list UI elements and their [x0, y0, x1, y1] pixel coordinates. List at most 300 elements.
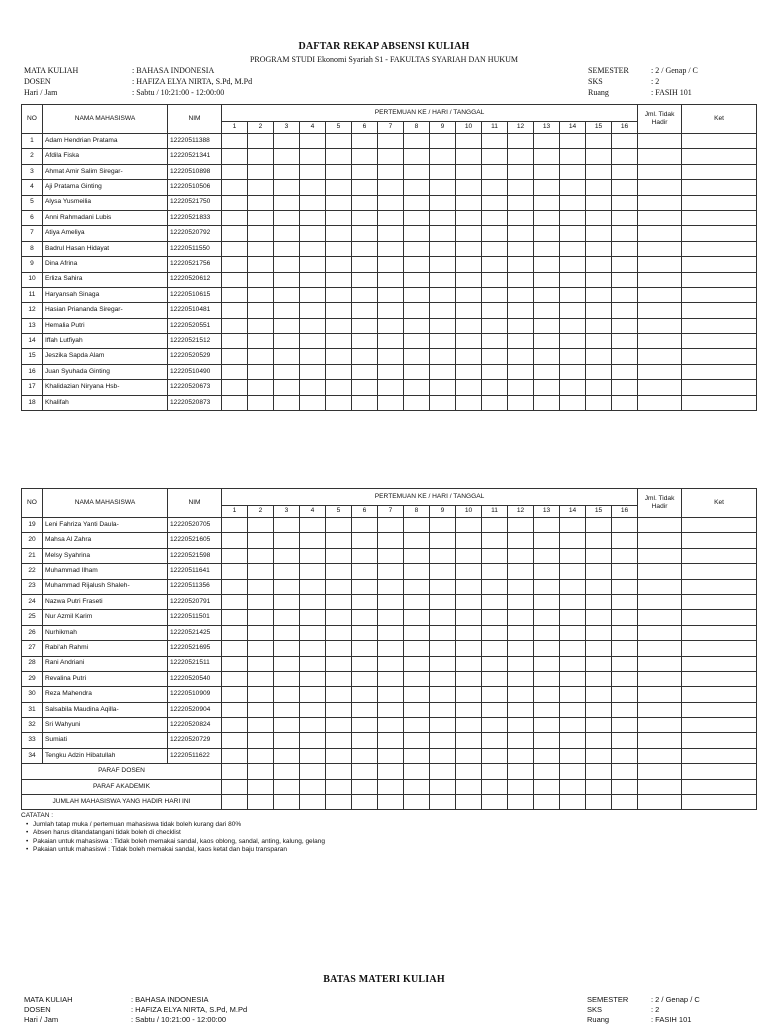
- attendance-cell[interactable]: [482, 687, 508, 702]
- signature-cell[interactable]: [352, 779, 378, 794]
- attendance-cell[interactable]: [300, 241, 326, 256]
- attendance-cell[interactable]: [352, 533, 378, 548]
- attendance-cell[interactable]: [222, 303, 248, 318]
- signature-cell[interactable]: [248, 779, 274, 794]
- attendance-cell[interactable]: [404, 748, 430, 763]
- attendance-cell[interactable]: [560, 364, 586, 379]
- attendance-cell[interactable]: [378, 210, 404, 225]
- signature-cell[interactable]: [456, 795, 482, 810]
- attendance-cell[interactable]: [300, 210, 326, 225]
- attendance-cell[interactable]: [326, 518, 352, 533]
- attendance-cell[interactable]: [560, 195, 586, 210]
- attendance-cell[interactable]: [274, 349, 300, 364]
- attendance-cell[interactable]: [534, 241, 560, 256]
- attendance-cell[interactable]: [404, 656, 430, 671]
- attendance-cell[interactable]: [222, 210, 248, 225]
- signature-cell[interactable]: [300, 764, 326, 779]
- attendance-cell[interactable]: [456, 241, 482, 256]
- signature-cell[interactable]: [274, 779, 300, 794]
- attendance-cell[interactable]: [482, 134, 508, 149]
- attendance-cell[interactable]: [508, 518, 534, 533]
- attendance-cell[interactable]: [456, 364, 482, 379]
- attendance-cell[interactable]: [404, 257, 430, 272]
- attendance-cell[interactable]: [560, 318, 586, 333]
- signature-cell[interactable]: [534, 779, 560, 794]
- signature-cell[interactable]: [352, 764, 378, 779]
- attendance-cell[interactable]: [430, 287, 456, 302]
- attendance-cell[interactable]: [326, 318, 352, 333]
- attendance-cell[interactable]: [300, 656, 326, 671]
- attendance-cell[interactable]: [274, 334, 300, 349]
- ket-cell[interactable]: [682, 687, 757, 702]
- attendance-cell[interactable]: [456, 134, 482, 149]
- attendance-cell[interactable]: [482, 257, 508, 272]
- attendance-cell[interactable]: [274, 149, 300, 164]
- attendance-cell[interactable]: [326, 641, 352, 656]
- attendance-cell[interactable]: [248, 226, 274, 241]
- attendance-cell[interactable]: [300, 334, 326, 349]
- signature-cell[interactable]: [482, 795, 508, 810]
- attendance-cell[interactable]: [456, 733, 482, 748]
- attendance-cell[interactable]: [456, 334, 482, 349]
- jml-tidak-hadir-cell[interactable]: [638, 149, 682, 164]
- attendance-cell[interactable]: [612, 564, 638, 579]
- attendance-cell[interactable]: [378, 518, 404, 533]
- ket-cell[interactable]: [682, 641, 757, 656]
- attendance-cell[interactable]: [274, 641, 300, 656]
- attendance-cell[interactable]: [274, 241, 300, 256]
- signature-cell[interactable]: [534, 795, 560, 810]
- attendance-cell[interactable]: [248, 195, 274, 210]
- signature-cell[interactable]: [222, 795, 248, 810]
- attendance-cell[interactable]: [378, 533, 404, 548]
- attendance-cell[interactable]: [352, 579, 378, 594]
- attendance-cell[interactable]: [456, 702, 482, 717]
- attendance-cell[interactable]: [612, 548, 638, 563]
- ket-cell[interactable]: [682, 195, 757, 210]
- attendance-cell[interactable]: [612, 134, 638, 149]
- attendance-cell[interactable]: [248, 702, 274, 717]
- jml-tidak-hadir-cell[interactable]: [638, 349, 682, 364]
- attendance-cell[interactable]: [326, 195, 352, 210]
- ket-cell[interactable]: [682, 718, 757, 733]
- attendance-cell[interactable]: [430, 518, 456, 533]
- attendance-cell[interactable]: [222, 748, 248, 763]
- attendance-cell[interactable]: [586, 380, 612, 395]
- attendance-cell[interactable]: [482, 656, 508, 671]
- attendance-cell[interactable]: [352, 687, 378, 702]
- attendance-cell[interactable]: [222, 395, 248, 410]
- attendance-cell[interactable]: [222, 241, 248, 256]
- attendance-cell[interactable]: [378, 395, 404, 410]
- attendance-cell[interactable]: [404, 564, 430, 579]
- attendance-cell[interactable]: [352, 718, 378, 733]
- attendance-cell[interactable]: [378, 641, 404, 656]
- jml-tidak-hadir-cell[interactable]: [638, 748, 682, 763]
- attendance-cell[interactable]: [534, 164, 560, 179]
- attendance-cell[interactable]: [456, 594, 482, 609]
- attendance-cell[interactable]: [612, 671, 638, 686]
- jml-tidak-hadir-cell[interactable]: [638, 226, 682, 241]
- signature-cell[interactable]: [378, 795, 404, 810]
- attendance-cell[interactable]: [274, 303, 300, 318]
- attendance-cell[interactable]: [404, 687, 430, 702]
- attendance-cell[interactable]: [508, 149, 534, 164]
- attendance-cell[interactable]: [248, 579, 274, 594]
- ket-cell[interactable]: [682, 226, 757, 241]
- signature-cell[interactable]: [222, 779, 248, 794]
- ket-cell[interactable]: [682, 318, 757, 333]
- attendance-cell[interactable]: [482, 287, 508, 302]
- attendance-cell[interactable]: [248, 303, 274, 318]
- signature-cell[interactable]: [274, 764, 300, 779]
- attendance-cell[interactable]: [430, 349, 456, 364]
- attendance-cell[interactable]: [352, 349, 378, 364]
- attendance-cell[interactable]: [378, 733, 404, 748]
- attendance-cell[interactable]: [482, 272, 508, 287]
- attendance-cell[interactable]: [300, 180, 326, 195]
- jml-tidak-hadir-cell[interactable]: [638, 195, 682, 210]
- attendance-cell[interactable]: [612, 625, 638, 640]
- attendance-cell[interactable]: [352, 226, 378, 241]
- attendance-cell[interactable]: [378, 334, 404, 349]
- attendance-cell[interactable]: [222, 318, 248, 333]
- attendance-cell[interactable]: [378, 257, 404, 272]
- attendance-cell[interactable]: [352, 287, 378, 302]
- attendance-cell[interactable]: [404, 134, 430, 149]
- attendance-cell[interactable]: [248, 671, 274, 686]
- signature-cell[interactable]: [326, 795, 352, 810]
- attendance-cell[interactable]: [300, 364, 326, 379]
- attendance-cell[interactable]: [508, 733, 534, 748]
- attendance-cell[interactable]: [300, 733, 326, 748]
- ket-cell[interactable]: [682, 671, 757, 686]
- attendance-cell[interactable]: [586, 318, 612, 333]
- attendance-cell[interactable]: [586, 533, 612, 548]
- attendance-cell[interactable]: [326, 241, 352, 256]
- attendance-cell[interactable]: [300, 579, 326, 594]
- attendance-cell[interactable]: [586, 287, 612, 302]
- attendance-cell[interactable]: [248, 594, 274, 609]
- jml-tidak-hadir-cell[interactable]: [638, 610, 682, 625]
- attendance-cell[interactable]: [508, 241, 534, 256]
- jml-tidak-hadir-cell[interactable]: [638, 594, 682, 609]
- ket-cell[interactable]: [682, 164, 757, 179]
- jml-tidak-hadir-cell[interactable]: [638, 257, 682, 272]
- ket-cell[interactable]: [682, 533, 757, 548]
- attendance-cell[interactable]: [326, 579, 352, 594]
- attendance-cell[interactable]: [456, 671, 482, 686]
- attendance-cell[interactable]: [248, 149, 274, 164]
- attendance-cell[interactable]: [378, 579, 404, 594]
- attendance-cell[interactable]: [508, 533, 534, 548]
- attendance-cell[interactable]: [378, 548, 404, 563]
- attendance-cell[interactable]: [222, 134, 248, 149]
- attendance-cell[interactable]: [508, 226, 534, 241]
- attendance-cell[interactable]: [586, 210, 612, 225]
- attendance-cell[interactable]: [352, 241, 378, 256]
- attendance-cell[interactable]: [404, 272, 430, 287]
- attendance-cell[interactable]: [352, 641, 378, 656]
- attendance-cell[interactable]: [352, 257, 378, 272]
- attendance-cell[interactable]: [326, 272, 352, 287]
- attendance-cell[interactable]: [508, 564, 534, 579]
- attendance-cell[interactable]: [378, 349, 404, 364]
- attendance-cell[interactable]: [534, 702, 560, 717]
- attendance-cell[interactable]: [456, 656, 482, 671]
- attendance-cell[interactable]: [274, 210, 300, 225]
- jml-tidak-hadir-cell[interactable]: [638, 380, 682, 395]
- attendance-cell[interactable]: [482, 718, 508, 733]
- attendance-cell[interactable]: [222, 548, 248, 563]
- attendance-cell[interactable]: [586, 564, 612, 579]
- attendance-cell[interactable]: [612, 210, 638, 225]
- ket-cell[interactable]: [682, 149, 757, 164]
- attendance-cell[interactable]: [300, 149, 326, 164]
- attendance-cell[interactable]: [482, 641, 508, 656]
- attendance-cell[interactable]: [404, 226, 430, 241]
- attendance-cell[interactable]: [300, 671, 326, 686]
- attendance-cell[interactable]: [326, 748, 352, 763]
- attendance-cell[interactable]: [274, 702, 300, 717]
- attendance-cell[interactable]: [508, 748, 534, 763]
- attendance-cell[interactable]: [560, 241, 586, 256]
- attendance-cell[interactable]: [222, 687, 248, 702]
- attendance-cell[interactable]: [430, 226, 456, 241]
- signature-cell[interactable]: [534, 764, 560, 779]
- attendance-cell[interactable]: [612, 226, 638, 241]
- attendance-cell[interactable]: [560, 579, 586, 594]
- attendance-cell[interactable]: [222, 718, 248, 733]
- signature-cell[interactable]: [326, 764, 352, 779]
- attendance-cell[interactable]: [508, 334, 534, 349]
- attendance-cell[interactable]: [300, 303, 326, 318]
- attendance-cell[interactable]: [482, 180, 508, 195]
- attendance-cell[interactable]: [248, 687, 274, 702]
- attendance-cell[interactable]: [534, 564, 560, 579]
- signature-cell[interactable]: [482, 764, 508, 779]
- ket-cell[interactable]: [682, 241, 757, 256]
- attendance-cell[interactable]: [430, 733, 456, 748]
- attendance-cell[interactable]: [300, 641, 326, 656]
- attendance-cell[interactable]: [482, 533, 508, 548]
- attendance-cell[interactable]: [222, 702, 248, 717]
- attendance-cell[interactable]: [430, 210, 456, 225]
- attendance-cell[interactable]: [326, 226, 352, 241]
- attendance-cell[interactable]: [248, 134, 274, 149]
- signature-cell[interactable]: [430, 779, 456, 794]
- attendance-cell[interactable]: [586, 134, 612, 149]
- attendance-cell[interactable]: [508, 594, 534, 609]
- attendance-cell[interactable]: [300, 748, 326, 763]
- attendance-cell[interactable]: [248, 564, 274, 579]
- signature-cell[interactable]: [404, 795, 430, 810]
- attendance-cell[interactable]: [456, 349, 482, 364]
- attendance-cell[interactable]: [534, 287, 560, 302]
- signature-cell[interactable]: [300, 795, 326, 810]
- attendance-cell[interactable]: [534, 687, 560, 702]
- attendance-cell[interactable]: [404, 702, 430, 717]
- attendance-cell[interactable]: [430, 533, 456, 548]
- attendance-cell[interactable]: [508, 164, 534, 179]
- jml-tidak-hadir-cell[interactable]: [638, 334, 682, 349]
- attendance-cell[interactable]: [612, 748, 638, 763]
- attendance-cell[interactable]: [612, 180, 638, 195]
- attendance-cell[interactable]: [326, 687, 352, 702]
- attendance-cell[interactable]: [352, 364, 378, 379]
- jml-tidak-hadir-cell[interactable]: [638, 579, 682, 594]
- attendance-cell[interactable]: [300, 257, 326, 272]
- attendance-cell[interactable]: [222, 195, 248, 210]
- attendance-cell[interactable]: [560, 548, 586, 563]
- attendance-cell[interactable]: [560, 272, 586, 287]
- jml-tidak-hadir-cell[interactable]: [638, 395, 682, 410]
- attendance-cell[interactable]: [326, 564, 352, 579]
- attendance-cell[interactable]: [534, 671, 560, 686]
- attendance-cell[interactable]: [326, 718, 352, 733]
- attendance-cell[interactable]: [378, 164, 404, 179]
- attendance-cell[interactable]: [430, 241, 456, 256]
- attendance-cell[interactable]: [300, 226, 326, 241]
- attendance-cell[interactable]: [222, 149, 248, 164]
- attendance-cell[interactable]: [612, 687, 638, 702]
- attendance-cell[interactable]: [300, 395, 326, 410]
- attendance-cell[interactable]: [560, 149, 586, 164]
- attendance-cell[interactable]: [456, 533, 482, 548]
- attendance-cell[interactable]: [274, 287, 300, 302]
- attendance-cell[interactable]: [508, 180, 534, 195]
- attendance-cell[interactable]: [274, 395, 300, 410]
- jml-tidak-hadir-cell[interactable]: [638, 272, 682, 287]
- attendance-cell[interactable]: [612, 272, 638, 287]
- attendance-cell[interactable]: [300, 625, 326, 640]
- attendance-cell[interactable]: [482, 195, 508, 210]
- attendance-cell[interactable]: [300, 134, 326, 149]
- attendance-cell[interactable]: [274, 548, 300, 563]
- attendance-cell[interactable]: [274, 180, 300, 195]
- attendance-cell[interactable]: [300, 349, 326, 364]
- attendance-cell[interactable]: [456, 518, 482, 533]
- attendance-cell[interactable]: [560, 687, 586, 702]
- signature-cell[interactable]: [612, 779, 638, 794]
- ket-cell[interactable]: [682, 395, 757, 410]
- attendance-cell[interactable]: [534, 226, 560, 241]
- attendance-cell[interactable]: [404, 210, 430, 225]
- attendance-cell[interactable]: [508, 579, 534, 594]
- ket-cell[interactable]: [682, 334, 757, 349]
- signature-cell[interactable]: [586, 795, 612, 810]
- ket-cell[interactable]: [682, 303, 757, 318]
- attendance-cell[interactable]: [404, 718, 430, 733]
- attendance-cell[interactable]: [326, 610, 352, 625]
- attendance-cell[interactable]: [508, 272, 534, 287]
- attendance-cell[interactable]: [586, 272, 612, 287]
- attendance-cell[interactable]: [300, 687, 326, 702]
- attendance-cell[interactable]: [586, 748, 612, 763]
- attendance-cell[interactable]: [248, 718, 274, 733]
- attendance-cell[interactable]: [378, 180, 404, 195]
- attendance-cell[interactable]: [508, 318, 534, 333]
- attendance-cell[interactable]: [560, 656, 586, 671]
- attendance-cell[interactable]: [248, 548, 274, 563]
- attendance-cell[interactable]: [560, 226, 586, 241]
- attendance-cell[interactable]: [248, 364, 274, 379]
- attendance-cell[interactable]: [534, 718, 560, 733]
- attendance-cell[interactable]: [534, 733, 560, 748]
- attendance-cell[interactable]: [456, 318, 482, 333]
- attendance-cell[interactable]: [326, 303, 352, 318]
- attendance-cell[interactable]: [378, 702, 404, 717]
- attendance-cell[interactable]: [378, 625, 404, 640]
- attendance-cell[interactable]: [430, 718, 456, 733]
- attendance-cell[interactable]: [352, 180, 378, 195]
- attendance-cell[interactable]: [378, 241, 404, 256]
- jml-tidak-hadir-cell[interactable]: [638, 671, 682, 686]
- attendance-cell[interactable]: [248, 625, 274, 640]
- attendance-cell[interactable]: [404, 533, 430, 548]
- attendance-cell[interactable]: [430, 303, 456, 318]
- attendance-cell[interactable]: [534, 257, 560, 272]
- attendance-cell[interactable]: [612, 518, 638, 533]
- attendance-cell[interactable]: [430, 134, 456, 149]
- attendance-cell[interactable]: [534, 579, 560, 594]
- attendance-cell[interactable]: [534, 349, 560, 364]
- attendance-cell[interactable]: [612, 318, 638, 333]
- ket-cell[interactable]: [682, 748, 757, 763]
- attendance-cell[interactable]: [560, 594, 586, 609]
- attendance-cell[interactable]: [430, 149, 456, 164]
- attendance-cell[interactable]: [534, 364, 560, 379]
- attendance-cell[interactable]: [248, 733, 274, 748]
- signature-cell[interactable]: [352, 795, 378, 810]
- attendance-cell[interactable]: [378, 287, 404, 302]
- attendance-cell[interactable]: [482, 149, 508, 164]
- signature-cell[interactable]: [612, 795, 638, 810]
- attendance-cell[interactable]: [274, 533, 300, 548]
- attendance-cell[interactable]: [404, 671, 430, 686]
- attendance-cell[interactable]: [508, 210, 534, 225]
- attendance-cell[interactable]: [274, 272, 300, 287]
- attendance-cell[interactable]: [586, 241, 612, 256]
- signature-cell[interactable]: [586, 764, 612, 779]
- attendance-cell[interactable]: [508, 395, 534, 410]
- attendance-cell[interactable]: [586, 718, 612, 733]
- attendance-cell[interactable]: [352, 564, 378, 579]
- attendance-cell[interactable]: [300, 380, 326, 395]
- attendance-cell[interactable]: [586, 641, 612, 656]
- attendance-cell[interactable]: [430, 195, 456, 210]
- attendance-cell[interactable]: [378, 671, 404, 686]
- signature-cell[interactable]: [248, 764, 274, 779]
- ket-cell[interactable]: [682, 257, 757, 272]
- attendance-cell[interactable]: [508, 195, 534, 210]
- signature-cell[interactable]: [508, 764, 534, 779]
- jml-tidak-hadir-cell[interactable]: [638, 687, 682, 702]
- attendance-cell[interactable]: [612, 718, 638, 733]
- attendance-cell[interactable]: [534, 641, 560, 656]
- attendance-cell[interactable]: [274, 564, 300, 579]
- attendance-cell[interactable]: [430, 656, 456, 671]
- attendance-cell[interactable]: [300, 564, 326, 579]
- jml-tidak-hadir-cell[interactable]: [638, 134, 682, 149]
- attendance-cell[interactable]: [534, 303, 560, 318]
- attendance-cell[interactable]: [508, 548, 534, 563]
- attendance-cell[interactable]: [300, 164, 326, 179]
- ket-cell[interactable]: [682, 287, 757, 302]
- ket-cell[interactable]: [682, 702, 757, 717]
- jml-tidak-hadir-cell[interactable]: [638, 702, 682, 717]
- attendance-cell[interactable]: [248, 180, 274, 195]
